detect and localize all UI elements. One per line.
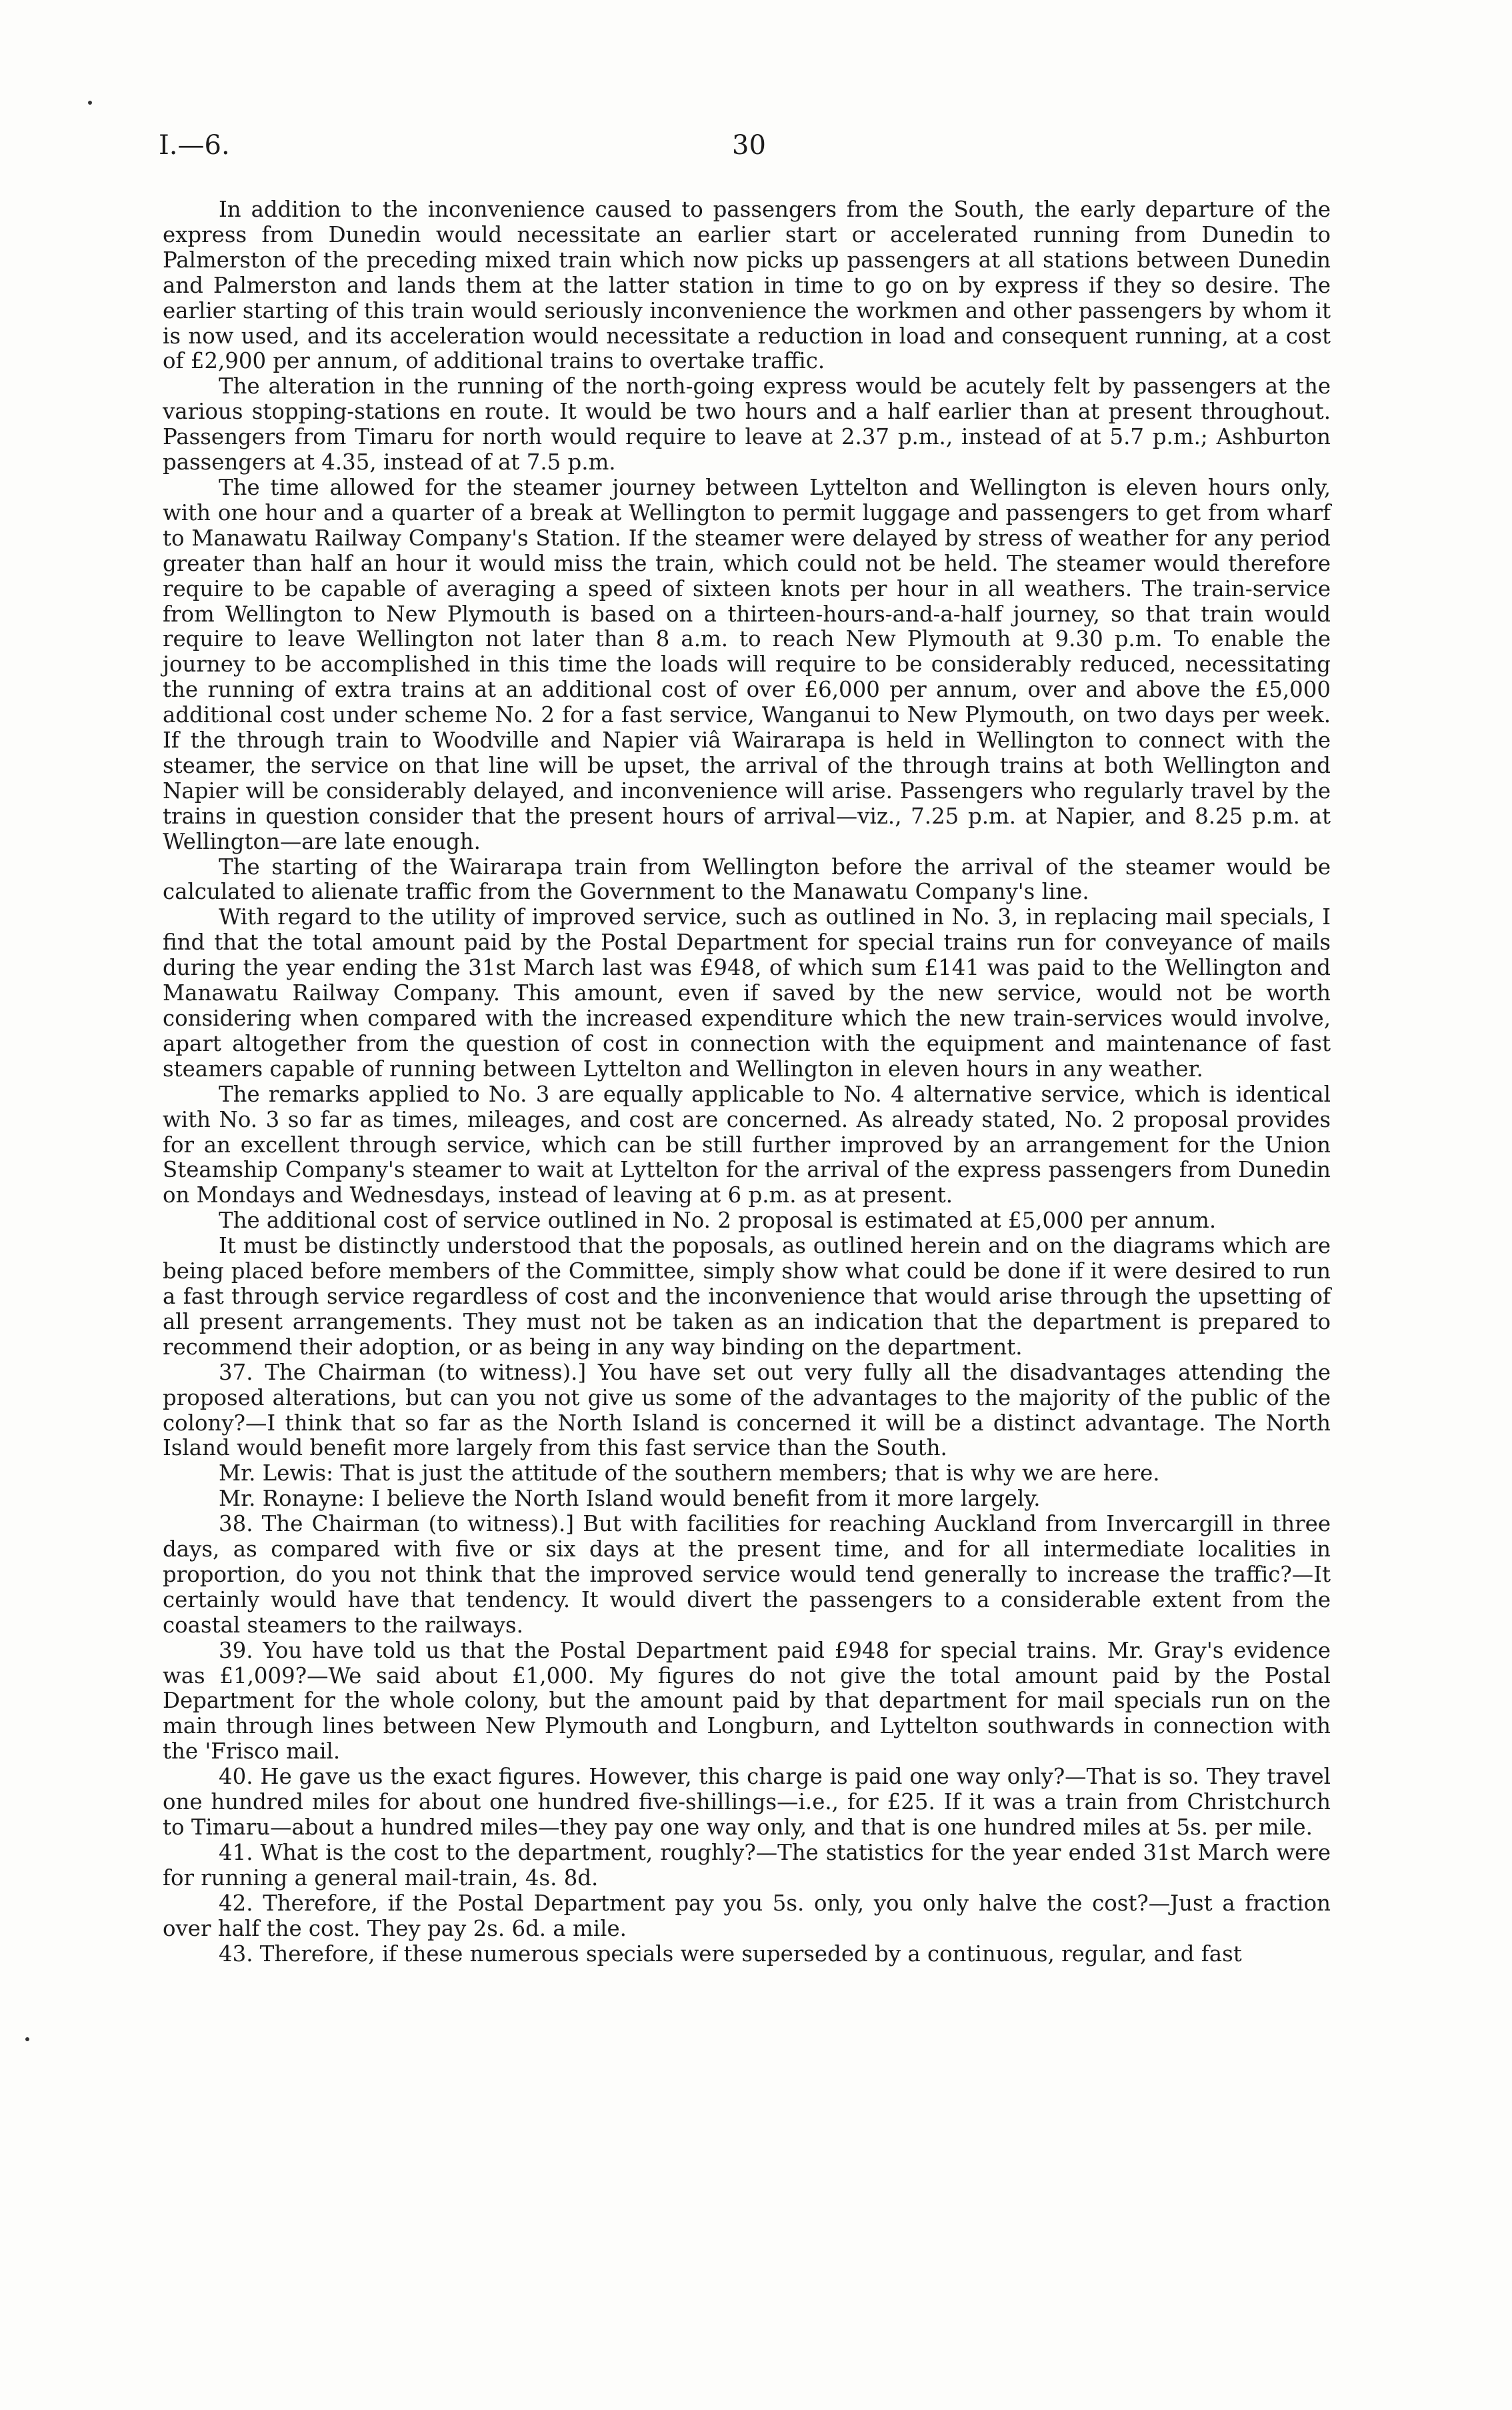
document-body: [163, 197, 1331, 1967]
page-number: 30: [732, 130, 766, 161]
paragraph: The alteration in the running of the north-going express would be acutely felt by passengers at the various stopping-stations en route. It would be two hours and a half earlier than at present throughout. Passengers from Timaru for north would require to leave at 2.37 p.m., instead of at 5.7 p.m.; Ashburton passengers at 4.35, instead of at 7.5 p.m.: [163, 373, 1331, 475]
document-reference: I.—6.: [159, 130, 230, 161]
page-header: [159, 130, 1327, 177]
margin-dot: [88, 101, 92, 105]
paragraph: The remarks applied to No. 3 are equally applicable to No. 4 alternative service, which is identical with No. 3 so far as times, mileages, and cost are concerned. As already stated, No. 2 proposal provides for an excellent through service, which can be still further improved by an arrangement for the Union Steamship Company's steamer to wait at Lyttelton for the arrival of the express passengers from Dunedin on Mondays and Wednesdays, instead of leaving at 6 p.m. as at present.: [163, 1081, 1331, 1208]
question-paragraph: 39. You have told us that the Postal Department paid £948 for special trains. Mr. Gray's evidence was £1,009?—We said about £1,000. My figures do not give the total amount paid by the Postal Department for the whole colony, but the amount paid by that department for mail specials run on the main through lines between New Plymouth and Longburn, and Lyttelton southwards in connection with the 'Frisco mail.: [163, 1637, 1331, 1764]
question-paragraph: 37. The Chairman (to witness).] You have set out very fully all the disadvantages attending the proposed alterations, but can you not give us some of the advantages to the majority of the public of the colony?—I think that so far as the North Island is concerned it will be a distinct advantage. The North Island would benefit more largely from this fast service than the South.: [163, 1359, 1331, 1461]
paragraph: With regard to the utility of improved service, such as outlined in No. 3, in replacing mail specials, I find that the total amount paid by the Postal Department for special trains run for conveyance of mails during the year ending the 31st March last was £948, of which sum £141 was paid to the Wellington and Manawatu Railway Company. This amount, even if saved by the new service, would not be worth considering when compared with the increased expenditure which the new train-services would involve, apart altogether from the question of cost in connection with the equipment and maintenance of fast steamers capable of running between Lyttelton and Wellington in eleven hours in any weather.: [163, 904, 1331, 1082]
remark-paragraph: Mr. Lewis: That is just the attitude of the southern members; that is why we are here.: [219, 1460, 1160, 1486]
question-paragraph: 38. The Chairman (to witness).] But with facilities for reaching Auckland from Invercargill in three days, as compared with five or six days at the present time, and for all intermediate localities in proportion, do you not think that the improved service would tend generally to increase the traffic?—It certainly would have that tendency. It would divert the passengers to a considerable extent from the coastal steamers to the railways.: [163, 1511, 1331, 1638]
question-paragraph: 41. What is the cost to the department, roughly?—The statistics for the year ended 31st March were for running a general mail-train, 4s. 8d.: [163, 1839, 1331, 1891]
margin-dot: [25, 2037, 29, 2041]
question-paragraph: 43. Therefore, if these numerous specials were superseded by a continuous, regular, and fast: [219, 1941, 1242, 1967]
question-paragraph: 42. Therefore, if the Postal Department pay you 5s. only, you only halve the cost?—Just a fraction over half the cost. They pay 2s. 6d. a mile.: [163, 1890, 1331, 1941]
question-paragraph: 40. He gave us the exact figures. However, this charge is paid one way only?—That is so. They travel one hundred miles for about one hundred five-shillings—i.e., for £25. If it was a train from Christchurch to Timaru—about a hundred miles—they pay one way only, and that is one hundred miles at 5s. per mile.: [163, 1764, 1331, 1840]
paragraph: The time allowed for the steamer journey between Lyttelton and Wellington is eleven hours only, with one hour and a quarter of a break at Wellington to permit luggage and passengers to get from wharf to Manawatu Railway Company's Station. If the steamer were delayed by stress of weather for any period greater than half an hour it would miss the train, which could not be held. The steamer would therefore require to be capable of averaging a speed of sixteen knots per hour in all weathers. The train-service from Wellington to New Plymouth is based on a thirteen-hours-and-a-half journey, so that train would require to leave Wellington not later than 8 a.m. to reach New Plymouth at 9.30 p.m. To enable the journey to be accomplished in this time the loads will require to be considerably reduced, necessitating the running of extra trains at an additional cost of over £6,000 per annum, over and above the £5,000 additional cost under scheme No. 2 for a fast service, Wanganui to New Plymouth, on two days per week. If the through train to Woodville and Napier viâ Wairarapa is held in Wellington to connect with the steamer, the service on that line will be upset, the arrival of the through trains at both Wellington and Napier will be considerably delayed, and inconvenience will arise. Passengers who regularly travel by the trains in question consider that the present hours of arrival—viz., 7.25 p.m. at Napier, and 8.25 p.m. at Wellington—are late enough.: [163, 474, 1331, 854]
paragraph: It must be distinctly understood that the poposals, as outlined herein and on the diagrams which are being placed before members of the Committee, simply show what could be done if it were desired to run a fast through service regardless of cost and the inconvenience that would arise through the upsetting of all present arrangements. They must not be taken as an indication that the department is prepared to recommend their adoption, or as being in any way binding on the department.: [163, 1233, 1331, 1360]
remark-paragraph: Mr. Ronayne: I believe the North Island would benefit from it more largely.: [219, 1486, 1041, 1512]
paragraph: The starting of the Wairarapa train from Wellington before the arrival of the steamer would be calculated to alienate traffic from the Government to the Manawatu Company's line.: [163, 854, 1331, 905]
paragraph: In addition to the inconvenience caused to passengers from the South, the early departure of the express from Dunedin would necessitate an earlier start or accelerated running from Dunedin to Palmerston of the preceding mixed train which now picks up passengers at all stations between Dunedin and Palmerston and lands them at the latter station in time to go on by express if they so desire. The earlier starting of this train would seriously inconvenience the workmen and other passengers by whom it is now used, and its acceleration would necessitate a reduction in load and consequent running, at a cost of £2,900 per annum, of additional trains to overtake traffic.: [163, 197, 1331, 374]
paragraph: The additional cost of service outlined in No. 2 proposal is estimated at £5,000 per annum.: [219, 1208, 1217, 1234]
